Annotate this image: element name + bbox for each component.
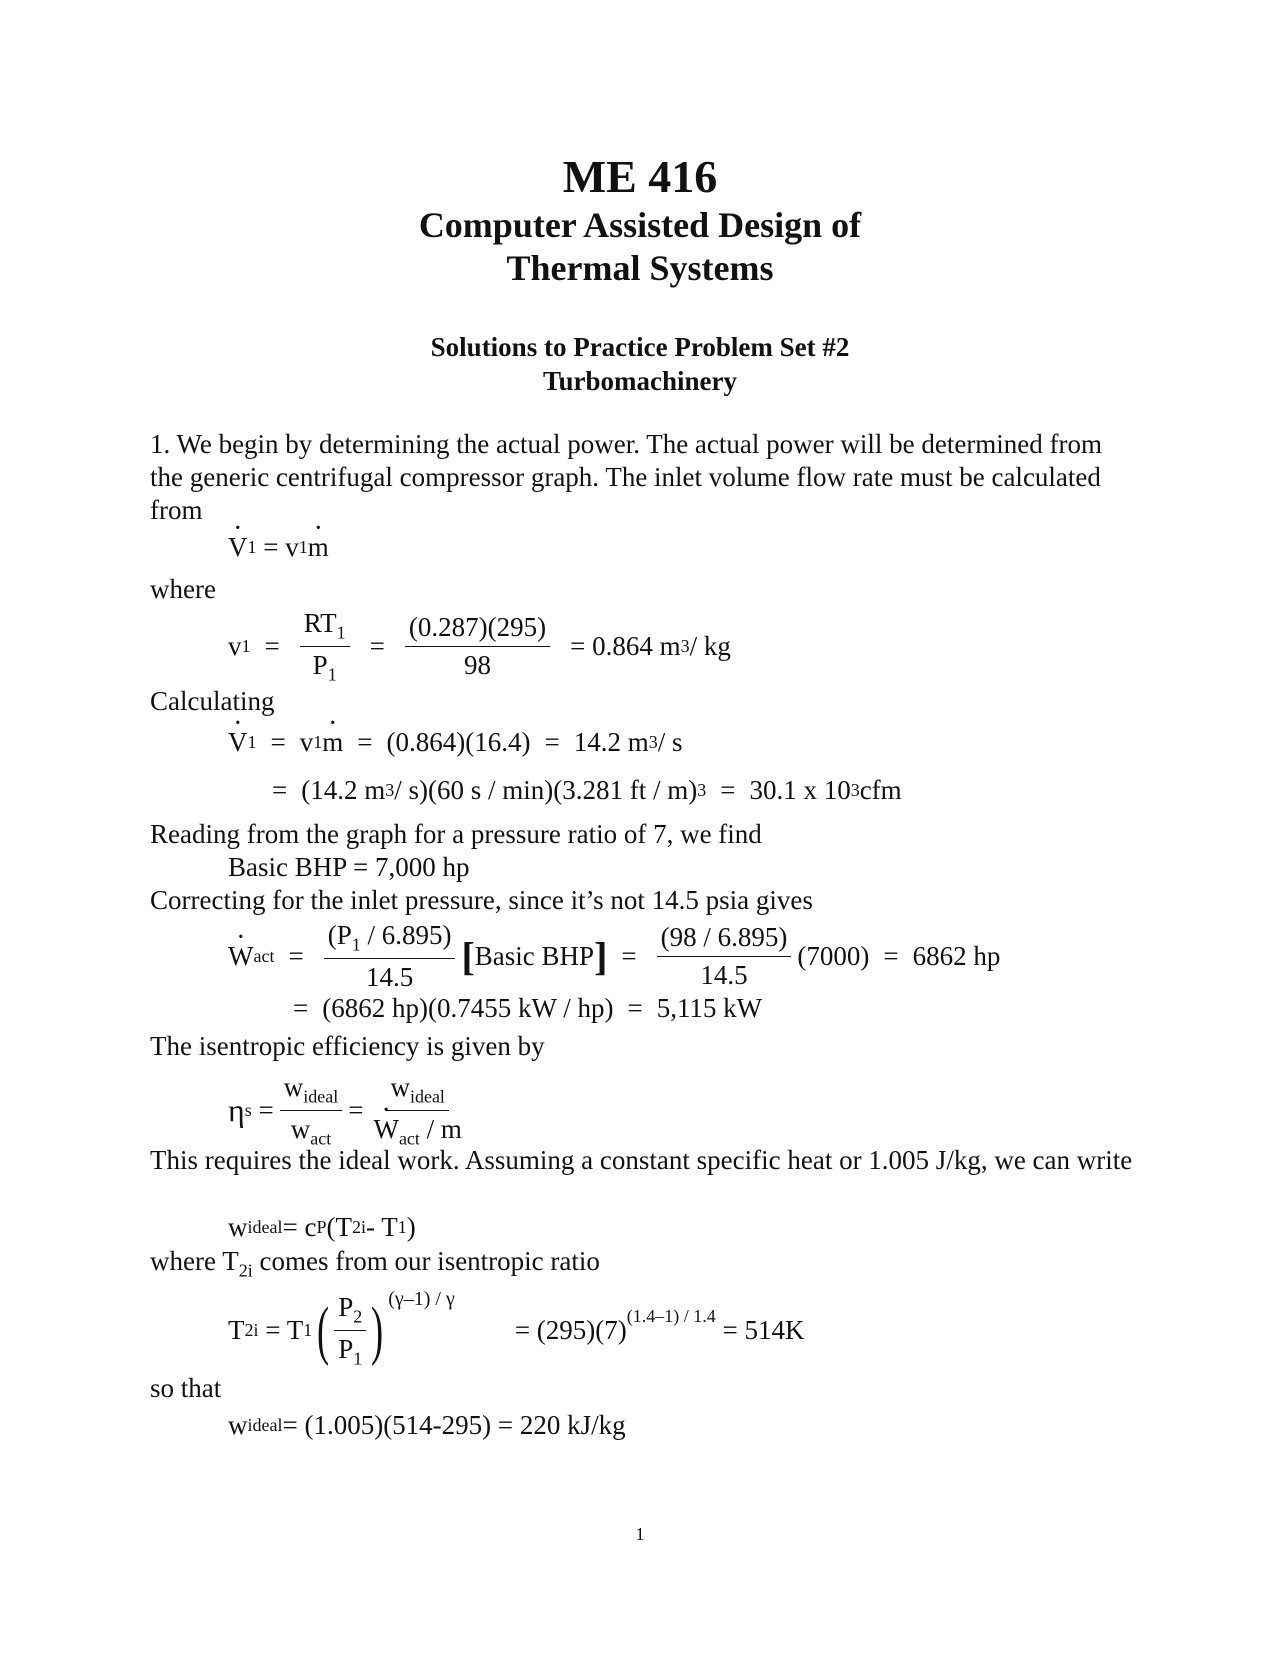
text-where-t2i: where $T_{2i}$ comes from our isentropic ratio bbox=[150, 1246, 600, 1281]
fraction-w-ratio: $\frac{w_{ideal}}{w_{act}}$ bbox=[280, 1072, 342, 1150]
equation-volume-flow: · V 1 = v 1 · m bbox=[228, 532, 329, 563]
course-title-line1: Computer Assisted Design of bbox=[418, 205, 862, 245]
equation-ideal-work-formula: w ideal = c P (T 2i - T 1 ) bbox=[228, 1212, 416, 1242]
fraction-w-over-wdot: $w_{ideal}$ · $W_{act}$ / m bbox=[369, 1072, 465, 1150]
equation-isentropic-temperature: T 2i = T 1 ( $\frac{P_2}{P_1}$ ) (γ–1) / γ = (295)(7) $^{(1.4-1) / 1.4}$ = 514K bbox=[228, 1288, 805, 1369]
text-so-that: so that bbox=[150, 1373, 222, 1403]
fraction-rt-over-p: $\frac{RT_1}{P_1}$ bbox=[300, 608, 350, 686]
fraction-pressure-correction: $\frac{(P_1 / 6.895)}{14.5}$ bbox=[324, 920, 456, 993]
equation-cfm-conversion: = (14.2 m 3 / s)(60 s / min)(3.281 ft / m) 3 = 30.1 x 10 3 cfm bbox=[272, 775, 902, 805]
text-requires-ideal-work: This requires the ideal work. Assuming a constant specific heat or 1.005 J/kg, we can write bbox=[150, 1145, 1133, 1175]
course-number: ME 416 bbox=[562, 151, 718, 202]
title-block bbox=[0, 150, 1280, 290]
subtitle-line2: Turbomachinery bbox=[542, 366, 738, 396]
fraction-numeric: $\frac{(0.287)(295)}{98}$ bbox=[405, 612, 550, 681]
subtitle-block bbox=[0, 330, 1280, 398]
page-number: 1 bbox=[635, 1524, 645, 1544]
text-correcting: Correcting for the inlet pressure, since it’s not 14.5 psia gives bbox=[150, 885, 813, 915]
equation-volume-flow-calc: · V 1 = v 1 · m = (0.864)(16.4) = 14.2 m 3 / s bbox=[228, 727, 682, 758]
equation-power-kw: = (6862 hp)(0.7455 kW / hp) = 5,115 kW bbox=[293, 993, 763, 1023]
text-basic-bhp: Basic BHP = 7,000 hp bbox=[228, 852, 470, 882]
text-isentropic: The isentropic efficiency is given by bbox=[150, 1031, 545, 1061]
paragraph-intro: 1. We begin by determining the actual power. The actual power will be determined from the generic centrifugal compressor graph. The inlet volume flow rate must be calculated from bbox=[150, 429, 1103, 525]
equation-actual-power: · W act = $\frac{(P_1 / 6.895)}{14.5}$ [ Basic BHP ] = $\frac{(98 / 6.895)}{14.5}$ (7000) = 6862 hp bbox=[228, 920, 1000, 993]
equation-isentropic-efficiency: η s = $\frac{w_{ideal}}{w_{act}}$ = $w_{ideal}$ · $W_{act}$ / m bbox=[228, 1072, 472, 1150]
fraction-numeric-correction: $\frac{(98 / 6.895)}{14.5}$ bbox=[657, 922, 792, 991]
equation-specific-volume: v 1 = $\frac{RT_1}{P_1}$ = $\frac{(0.287)(295)}{98}$ = 0.864 m 3 / kg bbox=[228, 608, 731, 685]
course-title-line2: Thermal Systems bbox=[506, 248, 774, 288]
text-where: where bbox=[150, 574, 216, 604]
equation-ideal-work-result: w ideal = (1.005)(514-295) = 220 kJ/kg bbox=[228, 1410, 626, 1440]
subtitle-line1: Solutions to Practice Problem Set #2 bbox=[430, 332, 850, 362]
fraction-pressure-ratio: $\frac{P_2}{P_1}$ bbox=[334, 1292, 366, 1370]
text-reading-graph: Reading from the graph for a pressure ratio of 7, we find bbox=[150, 819, 762, 849]
text-calculating: Calculating bbox=[150, 686, 275, 716]
